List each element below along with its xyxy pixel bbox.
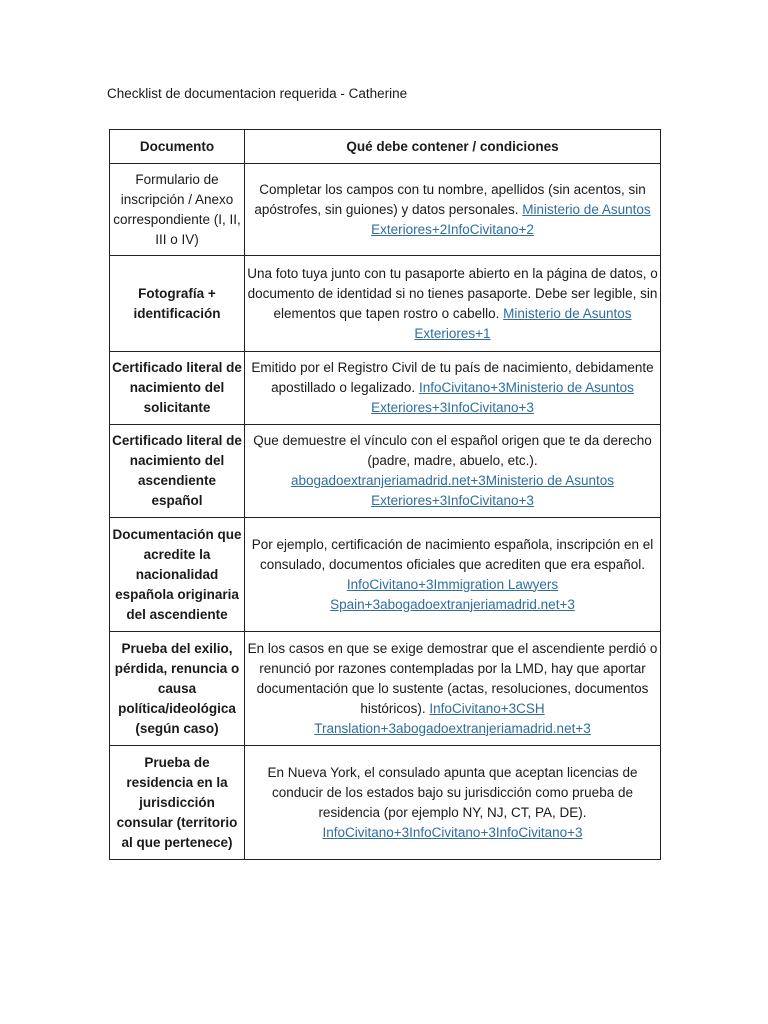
condition-text: Emitido por el Registro Civil de tu país de nacimiento, debidamente apostillado o legalizado.	[251, 360, 654, 395]
condition-cell	[245, 425, 661, 518]
condition-text: En Nueva York, el consulado apunta que aceptan licencias de conducir de los estados bajo su jurisdicción como prueba de residencia (por ejemplo NY, NJ, CT, PA, DE).	[267, 764, 638, 820]
condition-text: Por ejemplo, certificación de nacimiento española, inscripción en el consulado, documentos oficiales que acrediten que era español.	[251, 536, 654, 572]
source-link[interactable]: abogadoextranjeriamadrid.net+3Ministerio de Asuntos Exteriores+3InfoCivitano+3	[290, 473, 615, 508]
source-link[interactable]: InfoCivitano+3Immigration Lawyers Spain+3abogadoextranjeriamadrid.net+3	[330, 576, 575, 612]
source-link[interactable]: InfoCivitano+3CSH Translation+3abogadoextranjeriamadrid.net+3	[314, 700, 591, 736]
doc-cell: Certificado literal de nacimiento del ascendiente español	[110, 425, 245, 518]
source-link[interactable]: Ministerio de Asuntos Exteriores+2InfoCivitano+2	[371, 201, 651, 237]
source-link[interactable]: Ministerio de Asuntos Exteriores+1	[414, 305, 632, 341]
doc-cell: Documentación que acredite la nacionalidad española originaria del ascendiente	[110, 518, 245, 632]
doc-cell: Prueba de residencia en la jurisdicción consular (territorio al que pertenece)	[110, 746, 245, 860]
header-row	[110, 130, 661, 164]
checklist-table	[109, 129, 661, 860]
doc-cell: Certificado literal de nacimiento del solicitante	[110, 352, 245, 425]
table-row	[110, 632, 661, 746]
condition-cell	[245, 352, 661, 425]
condition-text: Que demuestre el vínculo con el español origen que te da derecho (padre, madre, abuelo, etc.).	[253, 433, 652, 468]
table-row	[110, 425, 661, 518]
condition-cell	[245, 632, 661, 746]
doc-cell: Fotografía + identificación	[110, 256, 245, 352]
condition-cell	[245, 164, 661, 256]
condition-text: En los casos en que se exige demostrar que el ascendiente perdió o renunció por razones contempladas por la LMD, hay que aportar documentación que lo sustente (actas, resoluciones, documentos históricos).	[247, 640, 658, 716]
table-row	[110, 256, 661, 352]
header-condiciones: Qué debe contener / condiciones	[245, 130, 661, 164]
condition-cell	[245, 518, 661, 632]
table-row	[110, 746, 661, 860]
doc-cell: Prueba del exilio, pérdida, renuncia o causa política/ideológica (según caso)	[110, 632, 245, 746]
condition-text: Completar los campos con tu nombre, apellidos (sin acentos, sin apóstrofes, sin guiones) y datos personales.	[254, 181, 646, 217]
table-row	[110, 164, 661, 256]
doc-cell: Formulario de inscripción / Anexo correspondiente (I, II, III o IV)	[110, 164, 245, 256]
source-link[interactable]: InfoCivitano+3InfoCivitano+3InfoCivitano+3	[322, 824, 583, 840]
table-row	[110, 352, 661, 425]
source-link[interactable]: InfoCivitano+3Ministerio de Asuntos Exteriores+3InfoCivitano+3	[371, 380, 634, 415]
condition-text: Una foto tuya junto con tu pasaporte abierto en la página de datos, o documento de identidad si no tienes pasaporte. Debe ser legible, sin elementos que tapen rostro o cabello.	[247, 265, 658, 321]
condition-cell	[245, 256, 661, 352]
table-row	[110, 518, 661, 632]
header-documento: Documento	[110, 130, 245, 164]
condition-cell	[245, 746, 661, 860]
page-title: Checklist de documentacion requerida - Catherine	[107, 86, 408, 101]
